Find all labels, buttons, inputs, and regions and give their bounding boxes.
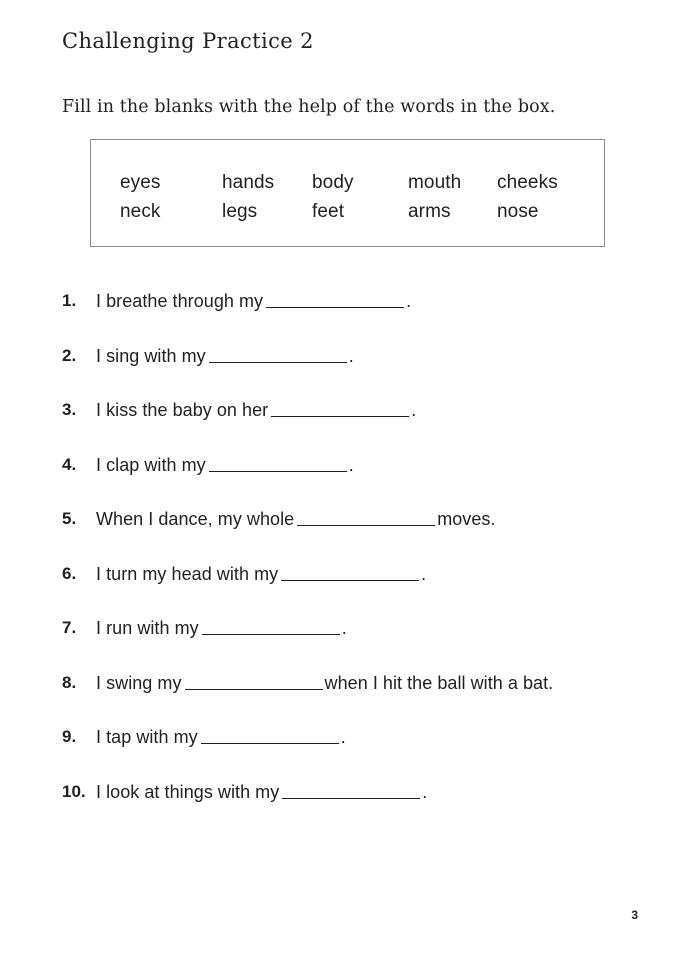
question-suffix: moves. (437, 509, 496, 529)
question-suffix: . (422, 781, 428, 802)
question-number: 6. (62, 563, 77, 583)
word-bank-item: legs (222, 200, 258, 222)
question-text (96, 562, 426, 586)
question-number: 3. (62, 400, 77, 419)
question-suffix: . (348, 345, 354, 366)
page-number: 3 (631, 908, 638, 922)
instruction-text: Fill in the blanks with the help of the words in the box. (62, 97, 556, 117)
answer-blank[interactable] (271, 401, 409, 417)
question-text (96, 289, 411, 313)
question-text (96, 671, 553, 695)
question-text (96, 344, 354, 368)
question-suffix: when I hit the ball with a bat. (324, 672, 554, 693)
question-item (62, 725, 662, 780)
answer-blank[interactable] (185, 674, 323, 690)
answer-blank[interactable] (297, 510, 435, 526)
question-item (62, 398, 662, 453)
answer-blank[interactable] (282, 783, 420, 799)
word-bank-item: feet (312, 200, 345, 222)
word-bank-item: eyes (120, 171, 161, 193)
question-item (62, 616, 662, 671)
question-item (62, 344, 662, 399)
question-suffix: . (406, 291, 412, 311)
question-number: 5. (62, 509, 77, 528)
question-number: 7. (62, 618, 77, 637)
word-bank-item: cheeks (497, 171, 558, 193)
question-number: 1. (62, 291, 77, 310)
question-item (62, 289, 662, 344)
word-bank-item: body (312, 171, 354, 193)
question-number: 8. (62, 672, 77, 692)
question-suffix: . (411, 400, 417, 420)
answer-blank[interactable] (201, 728, 339, 744)
question-text (96, 616, 347, 640)
question-item (62, 562, 662, 617)
question-prefix: I sing with my (96, 345, 206, 366)
answer-blank[interactable] (266, 292, 404, 308)
question-prefix: I run with my (96, 618, 199, 638)
word-bank-row (120, 197, 580, 226)
word-bank-box (90, 139, 605, 247)
question-number: 10. (62, 781, 86, 801)
question-suffix: . (421, 563, 427, 584)
question-prefix: I clap with my (96, 454, 206, 475)
question-item (62, 453, 662, 508)
question-item (62, 507, 662, 562)
question-prefix: I turn my head with my (96, 563, 279, 584)
question-item (62, 671, 662, 726)
question-suffix: . (348, 454, 354, 475)
question-suffix: . (341, 618, 347, 638)
question-prefix: I kiss the baby on her (96, 400, 269, 420)
question-number: 4. (62, 454, 77, 474)
answer-blank[interactable] (202, 619, 340, 635)
word-bank-item: arms (408, 200, 451, 222)
answer-blank[interactable] (209, 347, 347, 363)
question-number: 9. (62, 727, 77, 746)
word-bank-item: hands (222, 171, 275, 193)
question-list (62, 289, 662, 834)
question-prefix: I swing my (96, 672, 182, 693)
question-prefix: When I dance, my whole (96, 509, 295, 529)
word-bank-grid (120, 168, 580, 226)
question-prefix: I look at things with my (96, 781, 280, 802)
question-item (62, 780, 662, 835)
word-bank-row (120, 168, 580, 197)
question-suffix: . (340, 727, 346, 747)
answer-blank[interactable] (209, 456, 347, 472)
question-prefix: I tap with my (96, 727, 198, 747)
question-prefix: I breathe through my (96, 291, 264, 311)
question-text (96, 780, 427, 804)
question-text (96, 507, 496, 531)
question-text (96, 725, 346, 749)
answer-blank[interactable] (281, 565, 419, 581)
page-title: Challenging Practice 2 (62, 29, 314, 53)
question-number: 2. (62, 345, 77, 365)
question-text (96, 453, 354, 477)
word-bank-item: neck (120, 200, 161, 222)
word-bank-item: nose (497, 200, 539, 222)
word-bank-item: mouth (408, 171, 462, 193)
question-text (96, 398, 416, 422)
